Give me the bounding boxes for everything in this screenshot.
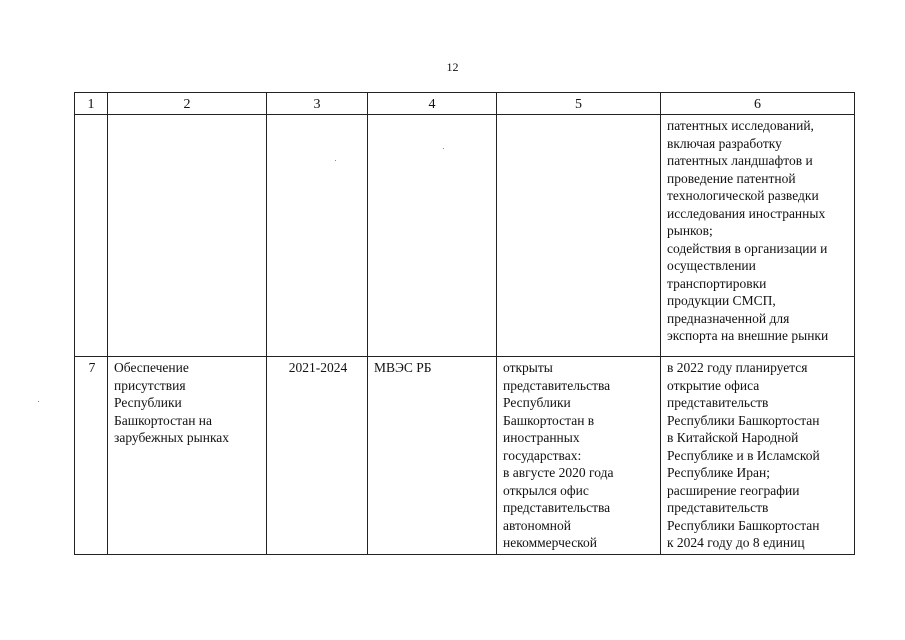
cell-text-line: Обеспечение — [114, 360, 189, 375]
table-header-row — [75, 93, 855, 115]
cell-text-line: технологической разведки — [667, 188, 819, 203]
cont-cell-5 — [497, 115, 661, 357]
cell-text-line: открылся офис — [503, 482, 589, 498]
cell-text-line: представительств — [667, 500, 769, 515]
cell-text-line: представительства — [503, 500, 611, 515]
cell-text-line: осуществлении — [667, 258, 756, 273]
cell-text-line: присутствия — [114, 377, 186, 393]
cell-text-line: представительств — [667, 395, 769, 410]
header-cell-2: 2 — [108, 93, 267, 115]
cell-text-line: зарубежных рынках — [114, 430, 230, 445]
cell-text-line: расширение географии — [667, 482, 800, 498]
page-number: 12 — [446, 60, 459, 74]
cell-text-line: Республики — [114, 395, 182, 410]
cell-text-line: открытие офиса — [667, 377, 760, 393]
cell-text-line: Республики Башкортостан — [667, 412, 820, 428]
cell-text-line: представительства — [503, 377, 611, 393]
row7-number: 7 — [75, 357, 108, 555]
cell-text-line: автономной — [503, 517, 571, 533]
cell-text-line: иностранных — [503, 430, 580, 445]
cell-text-line: включая разработку — [667, 135, 782, 151]
cell-text-line: патентных исследований, — [667, 118, 814, 133]
row7-period: 2021-2024 — [267, 357, 368, 555]
cell-text-line: предназначенной для — [667, 310, 790, 326]
cont-cell-4 — [368, 115, 497, 357]
scan-speck — [443, 148, 444, 149]
cell-text-line: некоммерческой — [503, 535, 598, 550]
cell-text-line: транспортировки — [667, 275, 767, 291]
scan-speck — [38, 401, 39, 402]
cell-text-line: открыты — [503, 360, 553, 375]
row7-executor: МВЭС РБ — [368, 357, 497, 555]
cell-text-line: продукции СМСП, — [667, 293, 776, 308]
cell-text-line: Республике Иран; — [667, 465, 770, 480]
cell-text-line: рынков; — [667, 223, 713, 238]
cell-text-line: содействия в организации и — [667, 240, 828, 256]
cell-text-line: в Китайской Народной — [667, 430, 799, 445]
header-cell-1: 1 — [75, 93, 108, 115]
header-cell-5: 5 — [497, 93, 661, 115]
document-table — [74, 92, 855, 555]
cell-text-line: Башкортостан в — [503, 412, 595, 428]
header-cell-3: 3 — [267, 93, 368, 115]
cell-text-line: Республики Башкортостан — [667, 517, 820, 533]
cell-text-line: исследования иностранных — [667, 205, 826, 221]
row7-planned-result — [661, 357, 855, 555]
table-row-continuation — [75, 115, 855, 357]
row7-measure — [108, 357, 267, 555]
table-row-7 — [75, 357, 855, 555]
cell-text-line: государствах: — [503, 447, 582, 463]
cont-cell-1 — [75, 115, 108, 357]
row7-current-status — [497, 357, 661, 555]
cell-text-line: Республике и в Исламской — [667, 447, 820, 463]
header-cell-6: 6 — [661, 93, 855, 115]
cont-cell-3 — [267, 115, 368, 357]
cell-text-line: в августе 2020 года — [503, 465, 614, 480]
cell-text-line: к 2024 году до 8 единиц — [667, 535, 805, 550]
cell-text-line: патентных ландшафтов и — [667, 153, 813, 168]
cont-cell-6 — [661, 115, 855, 357]
header-cell-4: 4 — [368, 93, 497, 115]
cell-text-line: Башкортостан на — [114, 412, 213, 428]
cell-text-line: проведение патентной — [667, 170, 796, 186]
cell-text-line: в 2022 году планируется — [667, 360, 808, 375]
cont-cell-2 — [108, 115, 267, 357]
cell-text-line: Республики — [503, 395, 571, 410]
scan-speck — [335, 160, 336, 161]
cell-text-line: экспорта на внешние рынки — [667, 328, 829, 343]
